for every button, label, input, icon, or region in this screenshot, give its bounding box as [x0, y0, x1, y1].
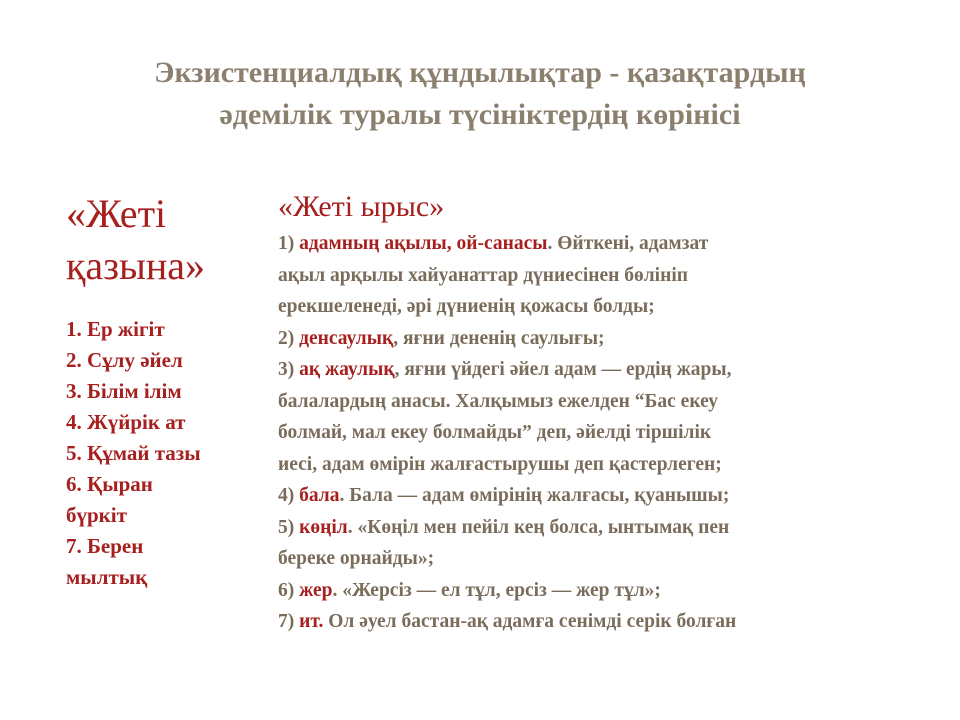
item-text: . «Көңіл мен пейіл кең болса, ынтымақ пен: [347, 516, 730, 538]
item-5-cont-1: береке орнайды»;: [278, 548, 435, 569]
left-heading-line-1: «Жеті: [66, 191, 167, 236]
item-3-cont-2: болмай, мал екеу болмайды” деп, әйелді тіршілік: [278, 422, 712, 443]
item-term: ақ жаулық: [299, 359, 395, 380]
item-text: Ол әуел бастан-ақ адамға сенімді серік болған: [323, 611, 737, 632]
item-3-cont-3: иесі, адам өмірін жалғастырушы деп қастерлеген;: [278, 453, 722, 475]
item-number: 3): [278, 359, 300, 380]
item-number: 6): [278, 579, 300, 601]
list-item: 1. Ер жігіт: [66, 317, 165, 341]
item-term: ит.: [299, 611, 324, 632]
title-line-1: Экзистенциалдық құндылықтар - қазақтардың: [154, 56, 806, 89]
item-1-cont-2: ерекшеленеді, әрі дүниенің қожасы болды;: [278, 296, 655, 317]
item-text: . «Жерсіз — ел тұл, ерсіз — жер тұл»;: [332, 579, 661, 601]
item-term: көңіл: [299, 516, 348, 538]
item-7: [278, 606, 938, 638]
list-item: 6. Қыран: [66, 472, 153, 496]
list-item: 7. Берен: [66, 534, 144, 558]
treasures-list: [66, 314, 266, 593]
item-number: 4): [278, 485, 300, 506]
slide-title: [0, 52, 960, 136]
list-item: 5. Құмай тазы: [66, 441, 201, 465]
item-text: . Өйткені, адамзат: [547, 233, 709, 254]
title-line-2: әдемілік туралы түсініктердің көрінісі: [219, 98, 741, 131]
item-term: денсаулық: [299, 327, 394, 349]
item-text: . Бала — адам өмірінің жалғасы, қуанышы;: [339, 485, 730, 506]
right-column: [278, 188, 938, 638]
item-2: [278, 323, 938, 355]
left-heading-line-2: қазына»: [66, 243, 206, 288]
right-heading: «Жеті ырыс»: [278, 190, 445, 223]
item-number: 5): [278, 516, 300, 538]
item-4: [278, 480, 938, 512]
list-item: 3. Білім ілім: [66, 379, 182, 403]
list-item: мылтық: [66, 565, 148, 589]
item-number: 1): [278, 233, 300, 254]
left-heading: [66, 188, 266, 292]
item-3-cont-1: балалардың анасы. Халқымыз ежелден “Бас екеу: [278, 390, 719, 412]
item-5: [278, 512, 938, 544]
list-item: 2. Сұлу әйел: [66, 348, 183, 372]
left-column: [66, 188, 266, 593]
item-term: жер: [299, 579, 333, 601]
list-item: бүркіт: [66, 503, 127, 527]
item-number: 7): [278, 611, 300, 632]
item-1: [278, 228, 938, 260]
item-term: адамның ақылы, ой-санасы: [299, 233, 548, 254]
item-term: бала: [299, 485, 340, 506]
item-text: , яғни үйдегі әйел адам — ердің жары,: [394, 359, 732, 380]
item-6: [278, 575, 938, 607]
item-3: [278, 354, 938, 386]
item-number: 2): [278, 327, 300, 349]
item-text: , яғни дененің саулығы;: [393, 327, 605, 349]
list-item: 4. Жүйрік ат: [66, 410, 186, 434]
item-1-cont-1: ақыл арқылы хайуанаттар дүниесінен бөлініп: [278, 264, 688, 286]
